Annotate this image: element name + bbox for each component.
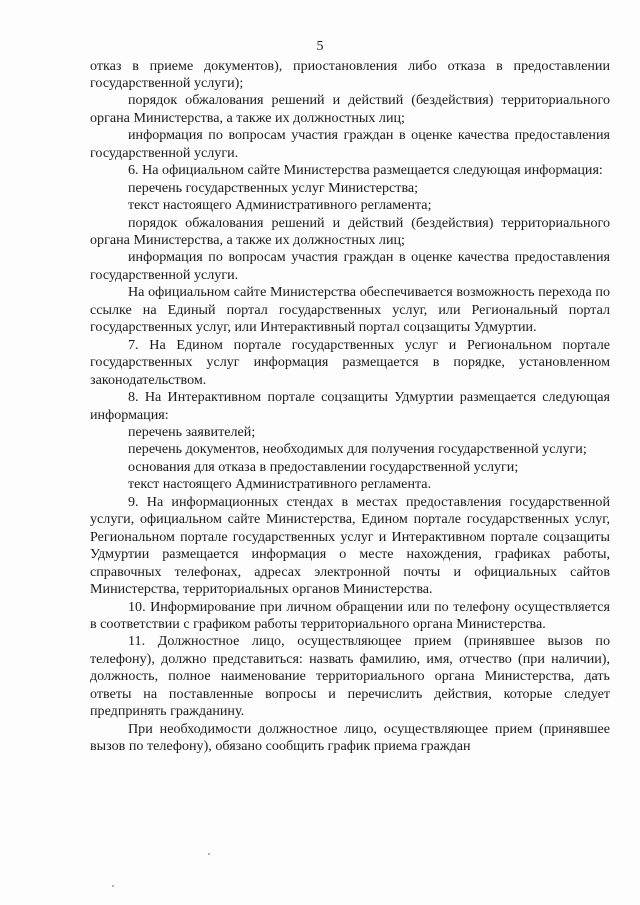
paragraph: 10. Информирование при личном обращении или по телефону осуществляется в соответствии с графиком работы территориального органа Министерства. [90, 598, 610, 632]
paragraph: 7. На Едином портале государственных услуг и Региональном портале государственных услуг информация размещается в порядке, установленном законодательством. [90, 336, 610, 388]
paragraph: текст настоящего Административного регламента. [128, 476, 432, 493]
paragraph: На официальном сайте Министерства обеспечивается возможность перехода по ссылке на Единый портал государственных услуг, или Региональный портал государственных услуг, или Интерактивный портал соцзащиты Удмуртии. [90, 284, 610, 336]
paragraph: 9. На информационных стендах в местах предоставления государственной услуги, официальном сайте Министерства, Едином портале государственных услуг, Региональном портале государственных услуг и Интерактивном портале соцзащиты Удмуртии размещается информация о месте нахождения, графиках работы, справочных телефонах, адресах электронной почты и официальных сайтов Министерства, территориальных органов Министерства. [90, 493, 610, 598]
scan-speck [208, 853, 210, 855]
paragraph: порядок обжалования решений и действий (бездействия) территориального органа Министерства, а также их должностных лиц; [90, 214, 610, 249]
paragraph: 6. На официальном сайте Министерства размещается следующая информация: [128, 162, 603, 179]
paragraph: перечень государственных услуг Министерства; [128, 179, 419, 196]
page-number: 5 [316, 39, 324, 54]
paragraph: При необходимости должностное лицо, осуществляющее прием (принявшее вызов по телефону), обязано сообщить график приема граждан [90, 720, 610, 755]
paragraph: информация по вопросам участия граждан в оценке качества предоставления государственной услуги. [90, 249, 610, 283]
paragraph: перечень заявителей; [128, 424, 256, 441]
paragraph: 11. Должностное лицо, осуществляющее прием (принявшее вызов по телефону), должно представиться: назвать фамилию, имя, отчество (при наличии), должность, полное наименование территориального органа Министерства, дать ответы на поставленные вопросы и перечислить действия, которые следует предпринять гражданину. [90, 633, 610, 720]
paragraph: отказ в приеме документов), приостановления либо отказа в предоставлении государственной услуги); [90, 57, 610, 91]
paragraph: перечень документов, необходимых для получения государственной услуги; [128, 441, 587, 458]
scan-speck [112, 885, 114, 887]
paragraph: основания для отказа в предоставлении государственной услуги; [128, 458, 519, 475]
paragraph: 8. На Интерактивном портале соцзащиты Удмуртии размещается следующая информация: [90, 389, 610, 423]
paragraph: порядок обжалования решений и действий (бездействия) территориального органа Министерства, а также их должностных лиц; [90, 92, 610, 126]
paragraph: текст настоящего Административного регламента; [128, 197, 432, 214]
paragraph: информация по вопросам участия граждан в оценке качества предоставления государственной услуги. [90, 127, 610, 161]
document-body [90, 58, 610, 756]
